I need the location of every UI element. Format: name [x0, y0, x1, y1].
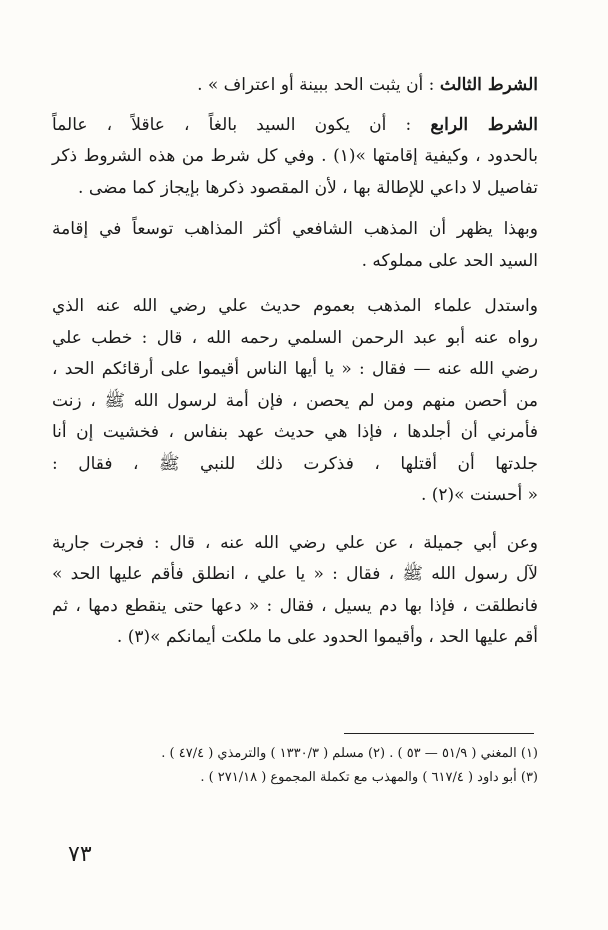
text-line: وعن أبي جميلة ، عن علي رضي الله عنه ، قال : فجرت جارية [52, 532, 538, 553]
text-line: الشرط الثالث : أن يثبت الحد ببينة أو اعتراف » . [197, 75, 538, 95]
text-line: أقم عليها الحد ، وأقيموا الحدود على ما ملكت أيمانكم »(٣) . [116, 627, 538, 647]
condition-heading: الشرط الرابع [430, 114, 538, 135]
page-number: ٧٣ [68, 842, 92, 867]
text-line: رواه عنه أبو عبد الرحمن السلمي رحمه الله ، قال : خطب علي [52, 327, 538, 348]
text-line: السيد الحد على مملوكه . [361, 250, 538, 271]
page-body [52, 70, 538, 654]
paragraph-hadith-ali [52, 291, 538, 512]
text-line: الشرط الرابع : أن يكون السيد بالغاً ، عاقلاً ، عالماً [52, 114, 538, 135]
footnotes [60, 742, 538, 790]
paragraph-shafii-view [52, 214, 538, 277]
condition-heading: الشرط الثالث [439, 75, 538, 95]
text-line: واستدل علماء المذهب بعموم حديث علي رضي الله عنه الذي [52, 296, 538, 316]
footnote-line: (١) المغني ( ٥١/٩ — ٥٣ ) . (٢) مسلم ( ١٣٣٠/٣ ) والترمذي ( ٤٧/٤ ) . [161, 746, 538, 761]
text-line: لآل رسول الله ﷺ ، فقال : « يا علي ، انطلق فأقم عليها الحد » [52, 564, 538, 584]
footnote-separator [344, 733, 534, 734]
footnote-line: (٣) أبو داود ( ٦١٧/٤ ) والمهذب مع تكملة المجموع ( ٢٧١/١٨ ) . [200, 770, 538, 785]
paragraph-third-condition [52, 70, 538, 102]
text-line: جلدتها أن أقتلها ، فذكرت ذلك للنبي ﷺ ، فقال : [52, 453, 538, 474]
text-line: فأمرني أن أجلدها ، فإذا هي حديث عهد بنفاس ، فخشيت إن أنا [52, 422, 538, 442]
paragraph-fourth-condition [52, 110, 538, 205]
text-line: فانطلقت ، فإذا بها دم يسيل ، فقال : « دعها حتى ينقطع دمها ، ثم [52, 595, 538, 616]
text-line: تفاصيل لا داعي للإطالة بها ، لأن المقصود ذكرها بإيجاز كما مضى . [78, 177, 538, 198]
text-line: رضي الله عنه — فقال : « يا أيها الناس أقيموا على أرقائكم الحد ، [52, 359, 538, 379]
text-line: « أحسنت »(٢) . [420, 485, 538, 505]
text-line: من أحصن منهم ومن لم يحصن ، فإن أمة لرسول الله ﷺ ، زنت [52, 390, 538, 411]
text-line: وبهذا يظهر أن المذهب الشافعي أكثر المذاهب توسعاً في إقامة [52, 219, 538, 239]
paragraph-hadith-abu-jamila [52, 528, 538, 654]
text-line: بالحدود ، وكيفية إقامتها »(١) . وفي كل شرط من هذه الشروط ذكر [52, 146, 538, 166]
